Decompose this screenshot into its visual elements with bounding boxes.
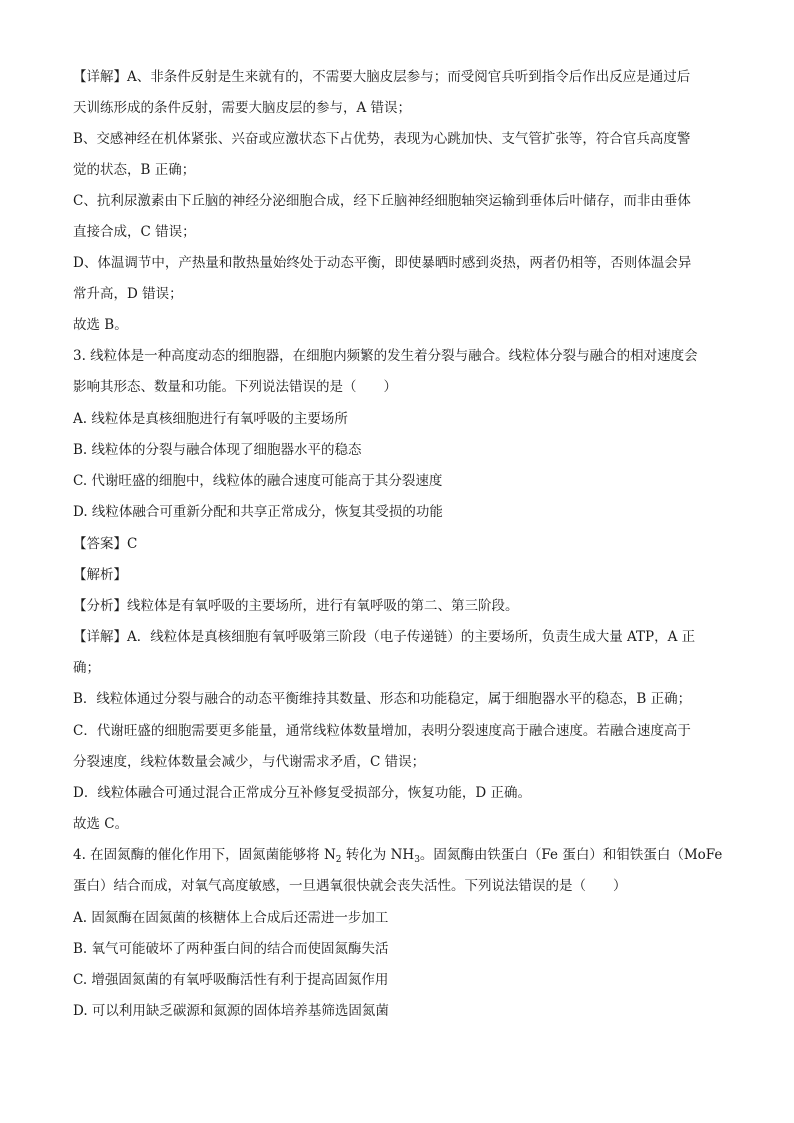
q2-detail-line-7: D、体温调节中，产热量和散热量始终处于动态平衡，即使暴晒时感到炎热，两者仍相等，否则体温会异 (73, 255, 692, 271)
q2-detail-line-8: 常升高，D 错误； (73, 286, 183, 302)
n2-subscript: 2 (335, 855, 342, 865)
q3-analysis: 【分析】线粒体是有氧呼吸的主要场所，进行有氧呼吸的第二、第三阶段。 (73, 598, 519, 614)
q4-stem-part-2: 转化为 NH (341, 847, 415, 863)
q3-detail-line-3: B．线粒体通过分裂与融合的动态平衡维持其数量、形态和功能稳定，属于细胞器水平的稳态，B 正确； (73, 691, 692, 707)
q4-option-d: D. 可以利用缺乏碳源和氮源的固体培养基筛选固氮菌 (73, 1003, 389, 1019)
q2-detail-line-4: 觉的状态，B 正确； (73, 162, 196, 178)
q2-detail-line-1: 【详解】A、非条件反射是生来就有的，不需要大脑皮层参与；而受阅官兵听到指令后作出反应是通过后 (73, 69, 691, 85)
q4-stem-line-2: 蛋白）结合而成，对氧气高度敏感，一旦遇氧很快就会丧失活性。下列说法错误的是（ ） (73, 878, 627, 894)
q3-stem-line-1: 3. 线粒体是一种高度动态的细胞器，在细胞内频繁的发生着分裂与融合。线粒体分裂与融合的相对速度会 (73, 348, 698, 364)
q3-detail-line-2: 确； (73, 660, 100, 676)
q4-stem-part-1: 4. 在固氮酶的催化作用下，固氮菌能够将 N (73, 847, 336, 863)
q3-analysis-heading: 【解析】 (73, 567, 127, 583)
q3-option-a: A. 线粒体是真核细胞进行有氧呼吸的主要场所 (73, 411, 348, 427)
q4-stem-part-3: 。固氮酶由铁蛋白（Fe 蛋白）和钼铁蛋白（MoFe (419, 847, 723, 863)
q2-detail-line-5: C、抗利尿激素由下丘脑的神经分泌细胞合成，经下丘脑神经细胞轴突运输到垂体后叶储存，而非由垂体 (73, 193, 691, 209)
q2-detail-line-3: B、交感神经在机体紧张、兴奋或应激状态下占优势，表现为心跳加快、支气管扩张等，符合官兵高度警 (73, 131, 691, 147)
q2-detail-line-6: 直接合成，C 错误； (73, 224, 196, 240)
q4-option-a: A. 固氮酶在固氮菌的核糖体上合成后还需进一步加工 (73, 910, 389, 926)
q3-option-c: C. 代谢旺盛的细胞中，线粒体的融合速度可能高于其分裂速度 (73, 473, 443, 489)
q3-answer: 【答案】C (73, 536, 138, 552)
q3-detail-line-4: C．代谢旺盛的细胞需要更多能量，通常线粒体数量增加，表明分裂速度高于融合速度。若融合速度高于 (73, 723, 691, 739)
q2-detail-line-2: 天训练形成的条件反射，需要大脑皮层的参与，A 错误； (73, 100, 412, 116)
q4-stem-line-1 (73, 845, 722, 865)
q4-option-c: C. 增强固氮菌的有氧呼吸酶活性有利于提高固氮作用 (73, 972, 389, 988)
q2-conclusion: 故选 B。 (73, 317, 128, 333)
q3-stem-line-2: 影响其形态、数量和功能。下列说法错误的是（ ） (73, 379, 397, 395)
q3-detail-line-5: 分裂速度，线粒体数量会减少，与代谢需求矛盾，C 错误； (73, 754, 426, 770)
q3-option-b: B. 线粒体的分裂与融合体现了细胞器水平的稳态 (73, 442, 362, 458)
q3-conclusion: 故选 C。 (73, 816, 129, 832)
nh3-subscript: 3 (414, 855, 420, 865)
q4-option-b: B. 氧气可能破坏了两种蛋白间的结合而使固氮酶失活 (73, 941, 389, 957)
q3-detail-line-6: D．线粒体融合可通过混合正常成分互补修复受损部分，恢复功能，D 正确。 (73, 785, 531, 801)
q3-detail-line-1: 【详解】A．线粒体是真核细胞有氧呼吸第三阶段（电子传递链）的主要场所，负责生成大量 ATP，A 正 (73, 629, 696, 645)
q3-option-d: D. 线粒体融合可重新分配和共享正常成分，恢复其受损的功能 (73, 504, 443, 520)
